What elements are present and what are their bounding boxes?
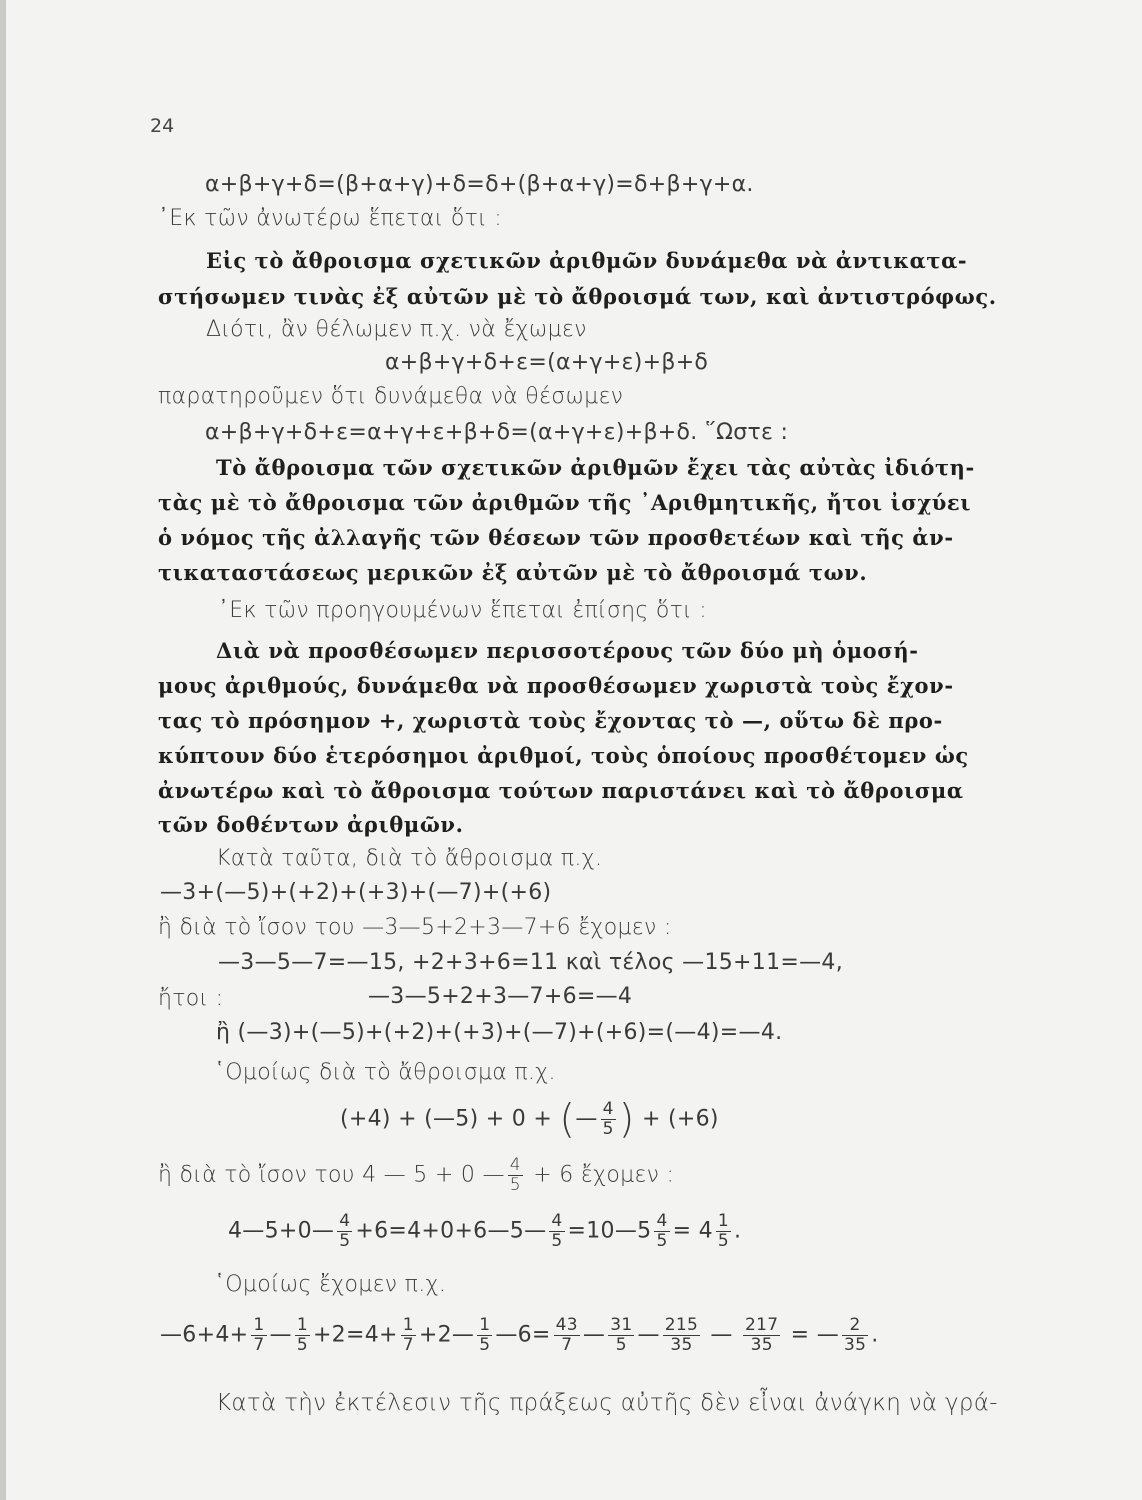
fraction: $\frac{4}{5}$ [339, 1211, 351, 1251]
text-line: παρατηροῦμεν ὅτι δυνάμεθα νὰ θέσωμεν [158, 384, 624, 409]
rule-line: τας τὸ πρόσημον +, χωριστὰ τοὺς ἔχοντας τὸ —, οὕτω δὲ προ- [158, 708, 943, 733]
equation-line: α+β+γ+δ+ε=α+γ+ε+β+δ=(α+γ+ε)+β+δ. ῞Ωστε : [205, 420, 789, 445]
text-line: ἢ διὰ τὸ ἴσον του —3—5+2+3—7+6 ἔχομεν : [158, 915, 672, 940]
fraction: $\frac{4}{5}$ [551, 1211, 563, 1251]
fraction: $\frac{4}{5}$ [509, 1155, 521, 1195]
fraction: $\frac{1}{7}$ [402, 1315, 414, 1355]
equation-line: α+β+γ+δ+ε=(α+γ+ε)+β+δ [385, 350, 709, 375]
text-line: ᾿Εκ τῶν ἀνωτέρω ἕπεται ὅτι : [158, 206, 502, 231]
text-line: Διότι, ἂν θέλωμεν π.χ. νὰ ἔχωμεν [206, 317, 587, 342]
text-line: ῾Ομοίως διὰ τὸ ἄθροισμα π.χ. [214, 1060, 556, 1085]
rule-line: ὁ νόμος τῆς ἀλλαγῆς τῶν θέσεων τῶν προσθετέων καὶ τῆς ἀν- [158, 525, 954, 550]
rule-line: Διὰ νὰ προσθέσωμεν περισσοτέρους τῶν δύο μὴ ὁμοσή- [216, 638, 919, 663]
equation-line: —3+(—5)+(+2)+(+3)+(—7)+(+6) [160, 880, 552, 905]
rule-line: μους ἀριθμούς, δυνάμεθα νὰ προσθέσωμεν χωριστὰ τοὺς ἔχον- [158, 673, 954, 698]
equation-line: —6+4+ $\frac{1}{7}$ — $\frac{1}{5}$ +2=4+ $\frac{1}{7}$ +2— $\frac{1}{5}$ —6= $\frac{43}{7}$ — $\frac{31}{5}$ — $\frac{215}{35}$ — $\frac{217}{35}$ = — $\frac{2}{35}$ . [160, 1315, 879, 1355]
equation-line: ἢ διὰ τὸ ἴσον του 4 — 5 + 0 — $\frac{4}{5}$ + 6 ἔχομεν : [158, 1155, 675, 1195]
fraction: $\frac{1}{5}$ [479, 1315, 491, 1355]
text-line: Κατὰ ταῦτα, διὰ τὸ ἄθροισμα π.χ. [216, 846, 603, 871]
equation-line: —3—5—7=—15, +2+3+6=11 καὶ τέλος —15+11=—4, [218, 950, 843, 975]
equation-line: (+4) + (—5) + 0 + (— $\frac{4}{5}$ ) + (+6) [340, 1096, 719, 1143]
text-line: ῾Ομοίως ἔχομεν π.χ. [214, 1272, 447, 1297]
rule-line: Εἰς τὸ ἄθροισμα σχετικῶν ἀριθμῶν δυνάμεθα νὰ ἀντικατα- [206, 248, 968, 273]
equation-line: 4—5+0— $\frac{4}{5}$ +6=4+0+6—5— $\frac{4}{5}$ =10—5 $\frac{4}{5}$ = 4 $\frac{1}{5}$ . [228, 1211, 742, 1251]
rule-line: τὰς μὲ τὸ ἄθροισμα τῶν ἀριθμῶν τῆς ᾿Αριθμητικῆς, ἤτοι ἰσχύει [158, 490, 972, 515]
rule-line: τῶν δοθέντων ἀριθμῶν. [158, 812, 464, 837]
fraction: $\frac{43}{7}$ [555, 1315, 578, 1355]
fraction: $\frac{217}{35}$ [745, 1315, 779, 1355]
rule-line: τικαταστάσεως μερικῶν ἐξ αὐτῶν μὲ τὸ ἄθροισμά των. [158, 560, 868, 585]
rule-line: κύπτουν δύο ἑτερόσημοι ἀριθμοί, τοὺς ὁποίους προσθέτομεν ὡς [158, 743, 969, 768]
text-line: ᾿Εκ τῶν προηγουμένων ἕπεται ἐπίσης ὅτι : [218, 598, 707, 623]
fraction: $\frac{2}{35}$ [844, 1315, 867, 1355]
fraction: $\frac{215}{35}$ [664, 1315, 699, 1355]
equation-line: α+β+γ+δ=(β+α+γ)+δ=δ+(β+α+γ)=δ+β+γ+α. [205, 172, 754, 197]
equation-line: —3—5+2+3—7+6=—4 [368, 984, 633, 1009]
equation-line: ἢ (—3)+(—5)+(+2)+(+3)+(—7)+(+6)=(—4)=—4. [216, 1020, 783, 1045]
fraction: $\frac{1}{7}$ [253, 1315, 265, 1355]
fraction: $\frac{1}{5}$ [717, 1211, 730, 1251]
fraction: $\frac{31}{5}$ [610, 1315, 633, 1355]
fraction: $\frac{1}{5}$ [296, 1315, 308, 1355]
text-line: Κατὰ τὴν ἐκτέλεσιν τῆς πράξεως αὐτῆς δὲν εἶναι ἀνάγκη νὰ γρά- [216, 1390, 998, 1416]
fraction: $\frac{4}{5}$ [602, 1099, 614, 1139]
fraction: $\frac{4}{5}$ [656, 1211, 668, 1251]
page-number: 24 [150, 115, 175, 137]
rule-line: ἀνωτέρω καὶ τὸ ἄθροισμα τούτων παριστάνει καὶ τὸ ἄθροισμα [158, 778, 964, 803]
text-line: ἤτοι : [158, 986, 224, 1011]
rule-line: Τὸ ἄθροισμα τῶν σχετικῶν ἀριθμῶν ἔχει τὰς αὐτὰς ἰδιότη- [216, 455, 975, 480]
rule-line: στήσωμεν τινὰς ἐξ αὐτῶν μὲ τὸ ἄθροισμά των, καὶ ἀντιστρόφως. [158, 284, 997, 309]
page-edge-shadow [0, 0, 6, 1500]
